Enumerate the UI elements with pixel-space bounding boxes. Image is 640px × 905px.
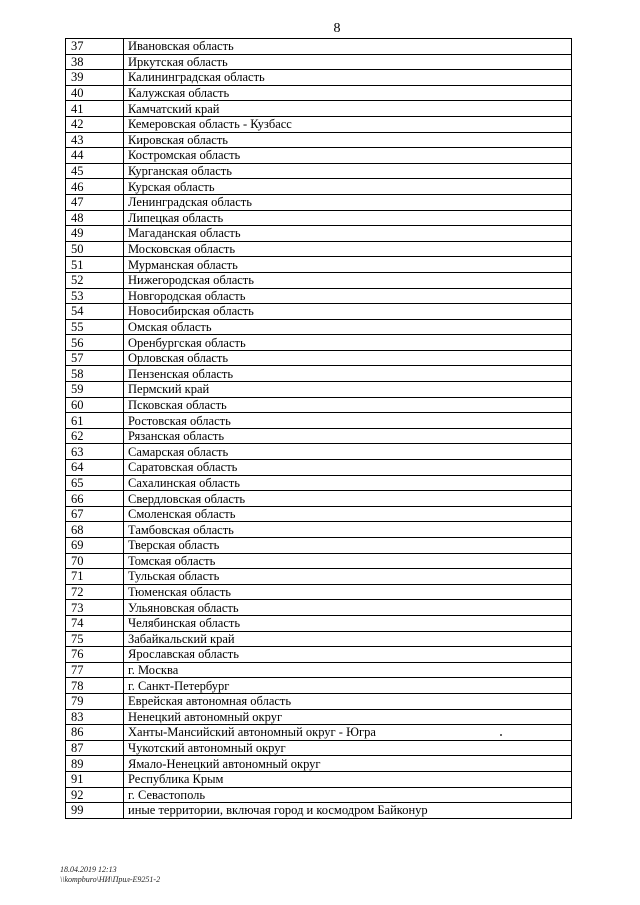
region-code-cell: 43 (66, 132, 124, 148)
table-row (66, 740, 572, 756)
region-name-cell: Курганская область (124, 163, 572, 179)
table-row (66, 506, 572, 522)
region-code-cell: 69 (66, 538, 124, 554)
region-name-cell: Свердловская область (124, 491, 572, 507)
table-row (66, 226, 572, 242)
region-code-cell: 71 (66, 569, 124, 585)
region-name-cell: Кировская область (124, 132, 572, 148)
table-row (66, 709, 572, 725)
region-name-cell: Иркутская область (124, 54, 572, 70)
region-code-cell: 41 (66, 101, 124, 117)
table-row (66, 39, 572, 55)
table-row (66, 288, 572, 304)
region-code-cell: 61 (66, 413, 124, 429)
table-row (66, 148, 572, 164)
region-name-cell: Ненецкий автономный округ (124, 709, 572, 725)
table-row (66, 725, 572, 741)
region-name-cell: Рязанская область (124, 428, 572, 444)
region-code-cell: 50 (66, 241, 124, 257)
region-name-cell: Оренбургская область (124, 335, 572, 351)
region-code-cell: 51 (66, 257, 124, 273)
region-code-cell: 40 (66, 85, 124, 101)
table-row (66, 475, 572, 491)
region-code-cell: 55 (66, 319, 124, 335)
table-row (66, 132, 572, 148)
table-row (66, 771, 572, 787)
region-name-cell: Калининградская область (124, 70, 572, 86)
table-row (66, 631, 572, 647)
footer-file-path: \\kompburo\НИ\Прил-Е9251-2 (60, 875, 161, 884)
region-name-cell: Смоленская область (124, 506, 572, 522)
table-row (66, 241, 572, 257)
region-code-cell: 46 (66, 179, 124, 195)
region-code-cell: 89 (66, 756, 124, 772)
region-name-cell: Ростовская область (124, 413, 572, 429)
region-name-cell: Томская область (124, 553, 572, 569)
table-row (66, 304, 572, 320)
region-name-cell: Тульская область (124, 569, 572, 585)
region-code-cell: 39 (66, 70, 124, 86)
region-name-cell: Камчатский край (124, 101, 572, 117)
table-row (66, 319, 572, 335)
table-row (66, 101, 572, 117)
region-name-cell: Мурманская область (124, 257, 572, 273)
region-name-cell: Ульяновская область (124, 600, 572, 616)
region-code-cell: 38 (66, 54, 124, 70)
table-row (66, 600, 572, 616)
region-name-cell: Саратовская область (124, 460, 572, 476)
page-number: 8 (333, 21, 341, 36)
region-code-cell: 79 (66, 693, 124, 709)
region-name-cell: Магаданская область (124, 226, 572, 242)
table-row (66, 382, 572, 398)
table-row (66, 54, 572, 70)
footer-timestamp: 18.04.2019 12:13 (60, 865, 117, 874)
region-name-cell: Костромская область (124, 148, 572, 164)
table-row (66, 428, 572, 444)
region-code-cell: 75 (66, 631, 124, 647)
table-row (66, 678, 572, 694)
region-code-cell: 87 (66, 740, 124, 756)
region-code-cell: 72 (66, 584, 124, 600)
region-name-cell: г. Москва (124, 662, 572, 678)
table-row (66, 647, 572, 663)
region-name-cell: Самарская область (124, 444, 572, 460)
table-row (66, 163, 572, 179)
region-name-cell: Тверская область (124, 538, 572, 554)
regions-table (65, 38, 572, 819)
table-row (66, 615, 572, 631)
region-code-cell: 67 (66, 506, 124, 522)
region-name-cell: Пермский край (124, 382, 572, 398)
region-code-cell: 74 (66, 615, 124, 631)
region-code-cell: 86 (66, 725, 124, 741)
region-code-cell: 48 (66, 210, 124, 226)
table-row (66, 584, 572, 600)
region-name-cell: Ханты-Мансийский автономный округ - Югра (124, 725, 572, 741)
region-name-cell: Липецкая область (124, 210, 572, 226)
table-row (66, 491, 572, 507)
region-name-cell: Новосибирская область (124, 304, 572, 320)
region-name-cell: Сахалинская область (124, 475, 572, 491)
region-name-cell: Новгородская область (124, 288, 572, 304)
table-row (66, 116, 572, 132)
region-code-cell: 76 (66, 647, 124, 663)
region-code-cell: 63 (66, 444, 124, 460)
region-code-cell: 54 (66, 304, 124, 320)
region-name-cell: Тюменская область (124, 584, 572, 600)
region-code-cell: 59 (66, 382, 124, 398)
table-row (66, 257, 572, 273)
region-name-cell: Республика Крым (124, 771, 572, 787)
region-name-cell: Московская область (124, 241, 572, 257)
table-row (66, 210, 572, 226)
region-name-cell: Калужская область (124, 85, 572, 101)
region-code-cell: 77 (66, 662, 124, 678)
region-code-cell: 57 (66, 350, 124, 366)
table-row (66, 350, 572, 366)
table-row (66, 194, 572, 210)
table-row (66, 335, 572, 351)
table-row (66, 366, 572, 382)
region-name-cell: Орловская область (124, 350, 572, 366)
table-row (66, 662, 572, 678)
region-code-cell: 60 (66, 397, 124, 413)
region-name-cell: Еврейская автономная область (124, 693, 572, 709)
region-name-cell: Псковская область (124, 397, 572, 413)
region-name-cell: Пензенская область (124, 366, 572, 382)
document-footer (60, 865, 160, 885)
table-row (66, 85, 572, 101)
region-code-cell: 68 (66, 522, 124, 538)
region-name-cell: г. Санкт-Петербург (124, 678, 572, 694)
region-code-cell: 62 (66, 428, 124, 444)
region-name-cell: Кемеровская область - Кузбасс (124, 116, 572, 132)
region-name-cell: Забайкальский край (124, 631, 572, 647)
region-code-cell: 92 (66, 787, 124, 803)
table-row (66, 272, 572, 288)
region-code-cell: 56 (66, 335, 124, 351)
region-code-cell: 99 (66, 803, 124, 819)
table-row (66, 397, 572, 413)
region-code-cell: 70 (66, 553, 124, 569)
table-row (66, 538, 572, 554)
region-code-cell: 53 (66, 288, 124, 304)
region-code-cell: 47 (66, 194, 124, 210)
region-code-cell: 45 (66, 163, 124, 179)
table-row (66, 460, 572, 476)
region-name-cell: Ярославская область (124, 647, 572, 663)
regions-table-body (66, 39, 572, 819)
region-code-cell: 58 (66, 366, 124, 382)
region-code-cell: 91 (66, 771, 124, 787)
table-row (66, 413, 572, 429)
region-code-cell: 78 (66, 678, 124, 694)
region-name-cell: Курская область (124, 179, 572, 195)
region-name-cell: Тамбовская область (124, 522, 572, 538)
region-code-cell: 49 (66, 226, 124, 242)
region-code-cell: 73 (66, 600, 124, 616)
scan-speck (500, 734, 502, 736)
region-code-cell: 44 (66, 148, 124, 164)
table-row (66, 569, 572, 585)
region-code-cell: 52 (66, 272, 124, 288)
table-row (66, 787, 572, 803)
region-name-cell: Челябинская область (124, 615, 572, 631)
region-code-cell: 83 (66, 709, 124, 725)
region-name-cell: Ямало-Ненецкий автономный округ (124, 756, 572, 772)
region-code-cell: 37 (66, 39, 124, 55)
table-row (66, 553, 572, 569)
region-name-cell: Чукотский автономный округ (124, 740, 572, 756)
table-row (66, 444, 572, 460)
region-name-cell: Ленинградская область (124, 194, 572, 210)
table-row (66, 179, 572, 195)
region-name-cell: иные территории, включая город и космодром Байконур (124, 803, 572, 819)
region-code-cell: 42 (66, 116, 124, 132)
region-name-cell: Нижегородская область (124, 272, 572, 288)
region-code-cell: 64 (66, 460, 124, 476)
table-row (66, 522, 572, 538)
table-row (66, 756, 572, 772)
table-row (66, 70, 572, 86)
region-name-cell: Ивановская область (124, 39, 572, 55)
region-code-cell: 66 (66, 491, 124, 507)
table-row (66, 693, 572, 709)
region-name-cell: Омская область (124, 319, 572, 335)
region-name-cell: г. Севастополь (124, 787, 572, 803)
table-row (66, 803, 572, 819)
region-code-cell: 65 (66, 475, 124, 491)
